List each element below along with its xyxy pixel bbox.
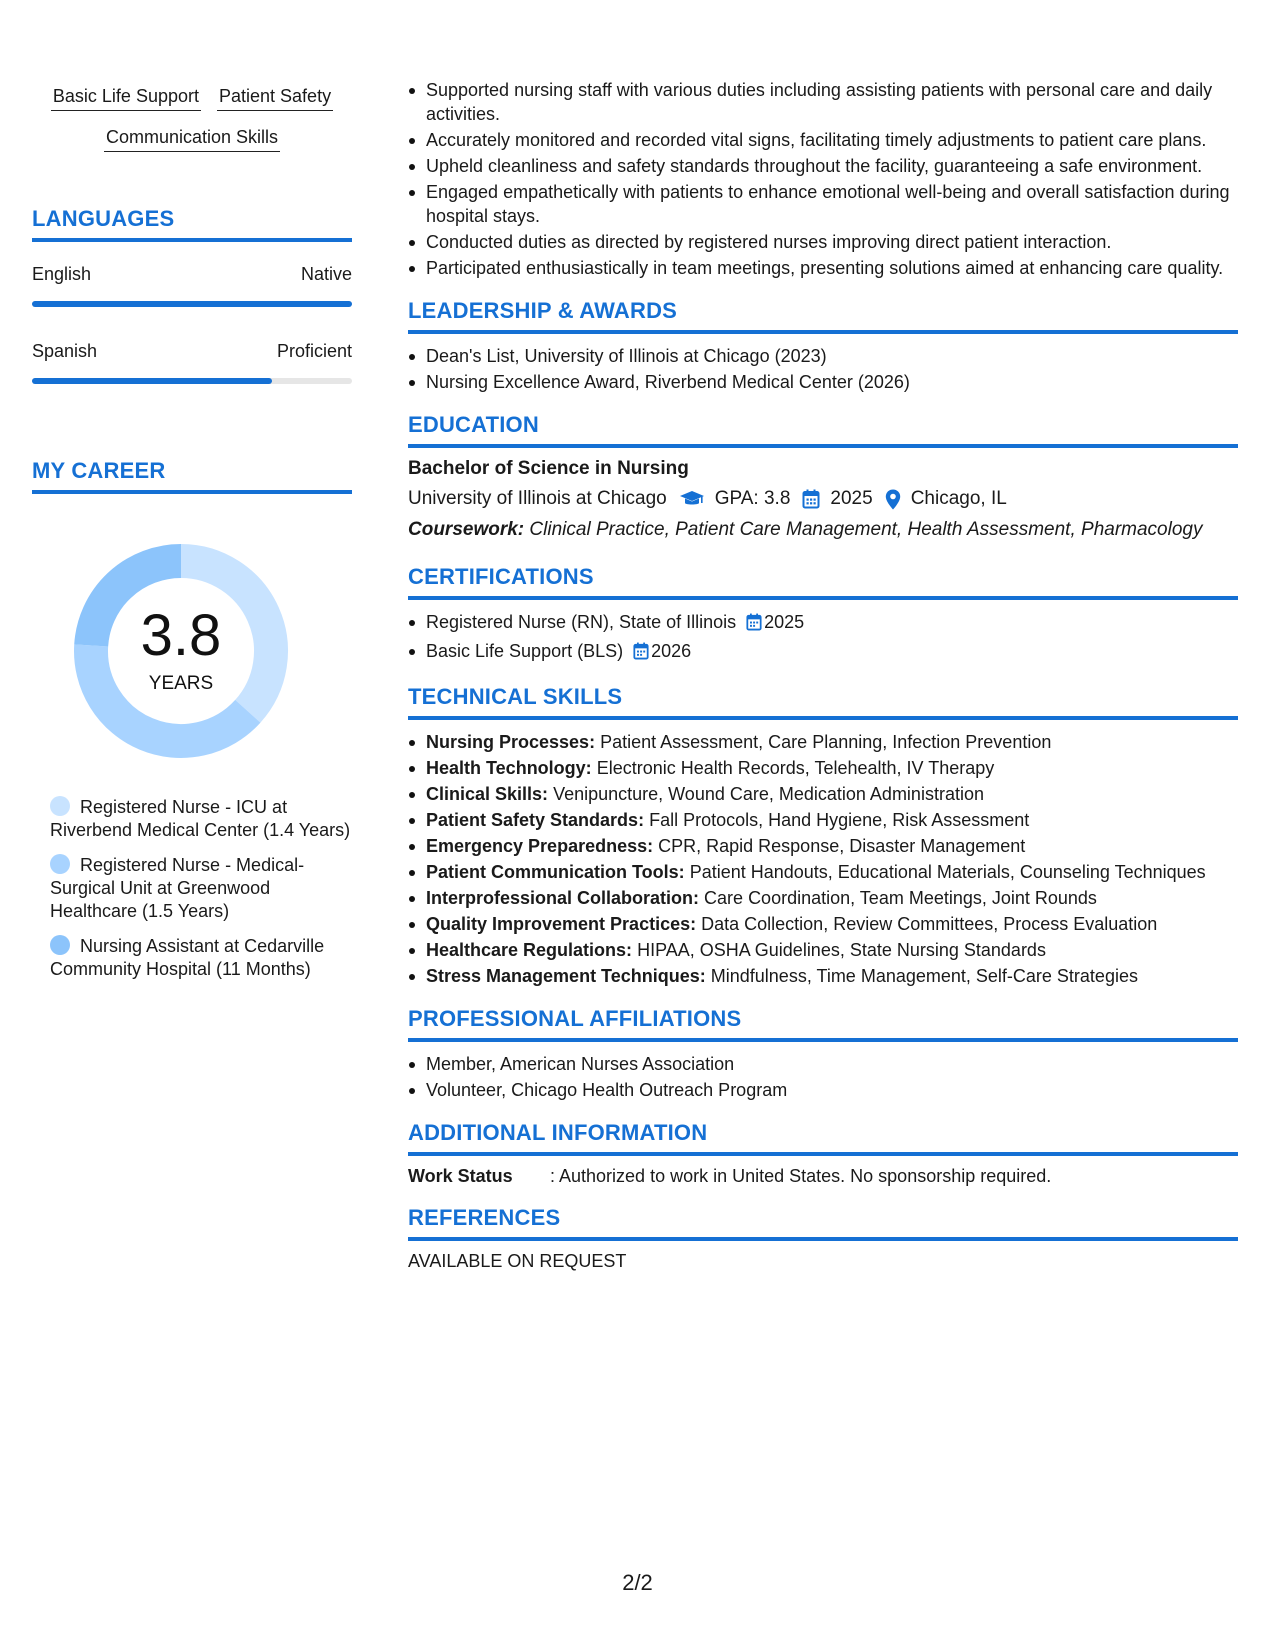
skill-tags bbox=[32, 84, 352, 152]
leadership-heading: LEADERSHIP & AWARDS bbox=[408, 298, 1238, 334]
calendar-icon bbox=[633, 642, 649, 666]
legend-dot-icon bbox=[50, 796, 70, 816]
skill-item bbox=[426, 860, 1238, 884]
work-status-value: : Authorized to work in United States. No sponsorship required. bbox=[550, 1166, 1052, 1186]
education-heading: EDUCATION bbox=[408, 412, 1238, 448]
language-level: Native bbox=[300, 264, 352, 284]
career-legend-item bbox=[50, 854, 352, 923]
language-bar-fill bbox=[32, 378, 272, 384]
skill-label: Stress Management Techniques: bbox=[426, 966, 706, 986]
additional-info-heading: ADDITIONAL INFORMATION bbox=[408, 1120, 1238, 1156]
education-degree: Bachelor of Science in Nursing bbox=[408, 458, 689, 479]
career-legend-label: Registered Nurse - Medical-Surgical Unit at Greenwood Healthcare (1.5 Years) bbox=[50, 855, 305, 921]
career-legend-label: Nursing Assistant at Cedarville Community Hospital (11 Months) bbox=[50, 936, 325, 979]
affiliation-item: Volunteer, Chicago Health Outreach Program bbox=[426, 1078, 1238, 1102]
technical-skills-heading: TECHNICAL SKILLS bbox=[408, 684, 1238, 720]
education-coursework bbox=[408, 518, 1238, 542]
career-total-unit: YEARS bbox=[148, 673, 214, 694]
certification-name: Basic Life Support (BLS) bbox=[426, 641, 624, 661]
skill-value: Fall Protocols, Hand Hygiene, Risk Assessment bbox=[649, 810, 1030, 830]
experience-bullet: Supported nursing staff with various duties including assisting patients with personal care and daily activities. bbox=[426, 78, 1238, 126]
technical-skills-list bbox=[408, 730, 1238, 988]
education-school: University of Illinois at Chicago bbox=[408, 488, 667, 509]
graduation-cap-icon bbox=[679, 490, 705, 508]
career-legend bbox=[32, 796, 352, 981]
career-legend-item bbox=[50, 935, 352, 981]
experience-bullet: Participated enthusiastically in team meetings, presenting solutions aimed at enhancing care quality. bbox=[426, 256, 1238, 280]
skill-label: Nursing Processes: bbox=[426, 732, 596, 752]
certification-name: Registered Nurse (RN), State of Illinois bbox=[426, 612, 737, 632]
career-total-value: 3.8 bbox=[140, 603, 222, 668]
skill-value: Electronic Health Records, Telehealth, IV Therapy bbox=[596, 758, 995, 778]
languages-heading: LANGUAGES bbox=[32, 206, 352, 242]
skill-label: Patient Safety Standards: bbox=[426, 810, 645, 830]
career-heading: MY CAREER bbox=[32, 458, 352, 494]
legend-dot-icon bbox=[50, 935, 70, 955]
skill-value: Mindfulness, Time Management, Self-Care Strategies bbox=[710, 966, 1138, 986]
page-number: 2/2 bbox=[622, 1570, 653, 1595]
skill-value: Patient Handouts, Educational Materials, Counseling Techniques bbox=[689, 862, 1206, 882]
skill-value: Data Collection, Review Committees, Process Evaluation bbox=[701, 914, 1158, 934]
skill-label: Healthcare Regulations: bbox=[426, 940, 633, 960]
references-heading: REFERENCES bbox=[408, 1205, 1238, 1241]
skill-value: Patient Assessment, Care Planning, Infection Prevention bbox=[600, 732, 1052, 752]
location-pin-icon bbox=[885, 489, 901, 510]
legend-dot-icon bbox=[50, 854, 70, 874]
language-item bbox=[32, 341, 352, 384]
skill-item bbox=[426, 782, 1238, 806]
affiliations-list bbox=[408, 1052, 1238, 1102]
skill-tag: Communication Skills bbox=[104, 125, 280, 152]
skill-item bbox=[426, 964, 1238, 988]
experience-bullet: Conducted duties as directed by registered nurses improving direct patient interaction. bbox=[426, 230, 1238, 254]
education-year: 2025 bbox=[830, 488, 873, 509]
skill-label: Clinical Skills: bbox=[426, 784, 549, 804]
skill-item bbox=[426, 834, 1238, 858]
coursework-label: Coursework: bbox=[408, 519, 525, 540]
skill-item bbox=[426, 730, 1238, 754]
affiliation-item: Member, American Nurses Association bbox=[426, 1052, 1238, 1076]
language-level: Proficient bbox=[276, 341, 352, 361]
skill-label: Quality Improvement Practices: bbox=[426, 914, 697, 934]
calendar-icon bbox=[746, 613, 762, 637]
career-donut-chart bbox=[66, 536, 296, 766]
skill-item bbox=[426, 808, 1238, 832]
experience-bullets bbox=[408, 78, 1238, 280]
skill-item bbox=[426, 756, 1238, 780]
language-item bbox=[32, 264, 352, 307]
certification-item bbox=[426, 639, 1238, 666]
experience-bullet: Accurately monitored and recorded vital signs, facilitating timely adjustments to patient care plans. bbox=[426, 128, 1238, 152]
certification-year: 2025 bbox=[764, 612, 805, 632]
skill-value: Venipuncture, Wound Care, Medication Administration bbox=[553, 784, 984, 804]
skill-item bbox=[426, 912, 1238, 936]
award-item: Dean's List, University of Illinois at Chicago (2023) bbox=[426, 344, 1238, 368]
certifications-heading: CERTIFICATIONS bbox=[408, 564, 1238, 600]
skill-item bbox=[426, 938, 1238, 962]
language-name: English bbox=[32, 264, 92, 284]
certifications-list bbox=[408, 610, 1238, 666]
skill-label: Interprofessional Collaboration: bbox=[426, 888, 700, 908]
language-name: Spanish bbox=[32, 341, 98, 361]
skill-label: Patient Communication Tools: bbox=[426, 862, 685, 882]
skill-tag: Basic Life Support bbox=[51, 84, 201, 111]
skill-label: Emergency Preparedness: bbox=[426, 836, 654, 856]
certification-year: 2026 bbox=[651, 641, 692, 661]
career-legend-item bbox=[50, 796, 352, 842]
certification-item bbox=[426, 610, 1238, 637]
education-location: Chicago, IL bbox=[910, 488, 1007, 509]
skill-item bbox=[426, 886, 1238, 910]
skill-value: HIPAA, OSHA Guidelines, State Nursing Standards bbox=[637, 940, 1046, 960]
leadership-list bbox=[408, 344, 1238, 394]
language-bar bbox=[32, 378, 352, 384]
right-column bbox=[408, 78, 1238, 1272]
calendar-icon bbox=[802, 489, 820, 509]
work-status-row bbox=[408, 1166, 1238, 1187]
career-legend-label: Registered Nurse - ICU at Riverbend Medical Center (1.4 Years) bbox=[50, 797, 351, 840]
affiliations-heading: PROFESSIONAL AFFILIATIONS bbox=[408, 1006, 1238, 1042]
experience-bullet: Engaged empathetically with patients to enhance emotional well-being and overall satisfaction during hospital stays. bbox=[426, 180, 1238, 228]
skill-label: Health Technology: bbox=[426, 758, 592, 778]
skill-tag: Patient Safety bbox=[217, 84, 333, 111]
skill-value: Care Coordination, Team Meetings, Joint Rounds bbox=[704, 888, 1097, 908]
education-details bbox=[408, 488, 1238, 510]
left-column bbox=[32, 84, 352, 993]
award-item: Nursing Excellence Award, Riverbend Medical Center (2026) bbox=[426, 370, 1238, 394]
work-status-label: Work Status bbox=[408, 1166, 513, 1186]
references-text: AVAILABLE ON REQUEST bbox=[408, 1251, 627, 1271]
coursework-text: Clinical Practice, Patient Care Management, Health Assessment, Pharmacology bbox=[529, 519, 1203, 540]
experience-bullet: Upheld cleanliness and safety standards throughout the facility, guaranteeing a safe environment. bbox=[426, 154, 1238, 178]
education-gpa: GPA: 3.8 bbox=[714, 488, 791, 509]
skill-value: CPR, Rapid Response, Disaster Management bbox=[658, 836, 1026, 856]
